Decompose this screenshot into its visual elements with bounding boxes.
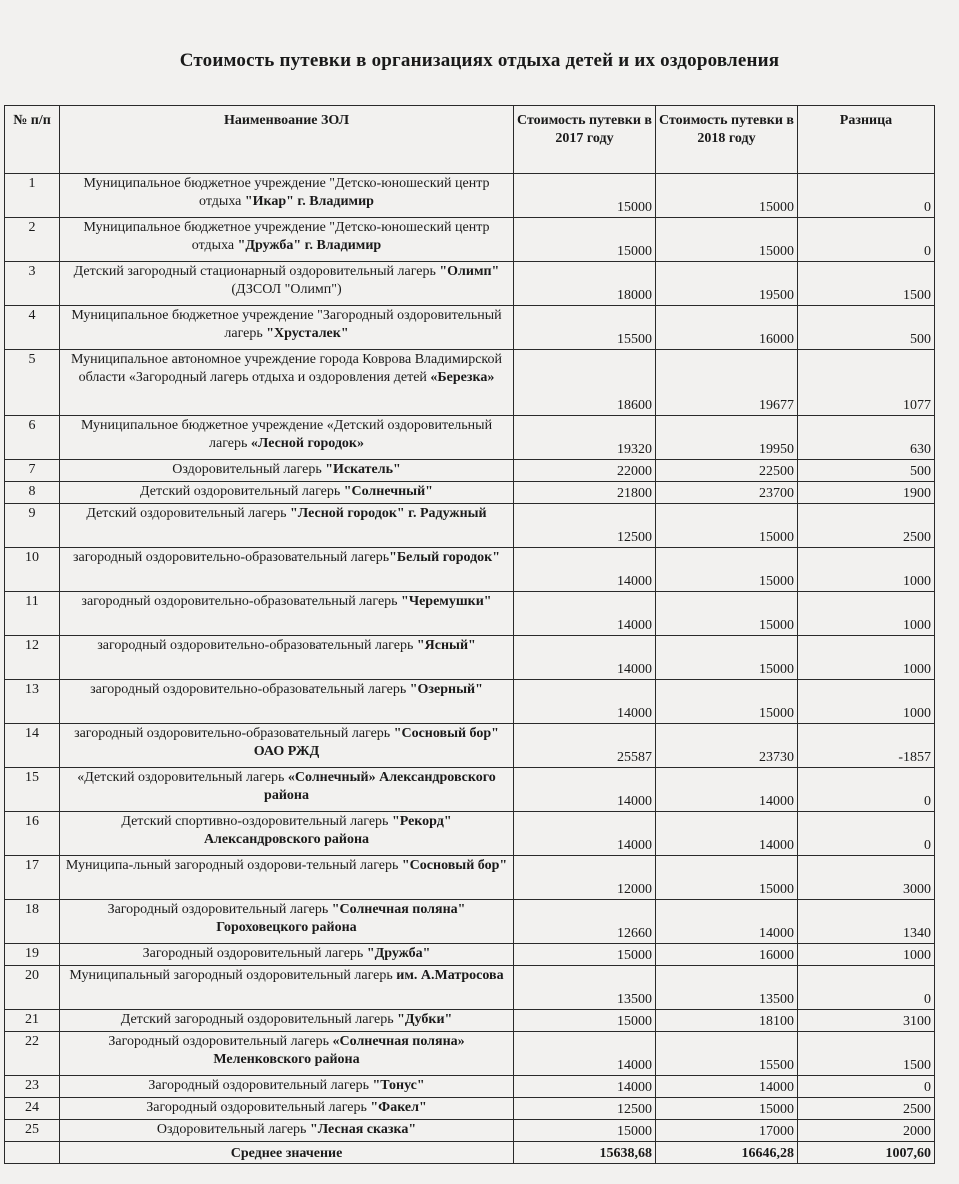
table-row (5, 416, 935, 460)
camp-name (60, 1032, 514, 1076)
table-header-row (5, 106, 935, 174)
difference: 2000 (798, 1120, 935, 1142)
difference: 0 (798, 768, 935, 812)
row-number: 15 (5, 768, 60, 812)
row-number: 16 (5, 812, 60, 856)
cost-2018: 19677 (656, 350, 798, 416)
camp-name-bold: «Солнечная поляна» Меленковского района (213, 1034, 465, 1067)
table-row (5, 944, 935, 966)
cost-2018: 23730 (656, 724, 798, 768)
cost-2017: 19320 (514, 416, 656, 460)
cost-2018: 15500 (656, 1032, 798, 1076)
camp-name (60, 856, 514, 900)
camp-name-text: Детский загородный стационарный оздоровительный лагерь (73, 264, 440, 279)
camp-name-text: Детский спортивно-оздоровительный лагерь (121, 814, 392, 829)
camp-name (60, 482, 514, 504)
row-number: 20 (5, 966, 60, 1010)
camp-name-text: Муниципальное бюджетное учреждение «Детский оздоровительный лагерь (80, 418, 493, 451)
cost-2018: 15000 (656, 856, 798, 900)
row-number: 25 (5, 1120, 60, 1142)
cost-2018: 14000 (656, 812, 798, 856)
camp-name-bold: "Хрусталек" (266, 326, 349, 341)
camp-name-text: Загородный оздоровительный лагерь (146, 1100, 371, 1115)
camp-name-bold: "Олимп" (439, 264, 500, 279)
cost-2017: 15000 (514, 1120, 656, 1142)
row-number: 13 (5, 680, 60, 724)
header-cost-2018: Стоимость путевки в 2018 году (656, 106, 798, 174)
cost-2017: 12500 (514, 504, 656, 548)
camp-name-text: «Детский оздоровительный лагерь (77, 770, 288, 785)
cost-2017: 14000 (514, 636, 656, 680)
camp-name-bold: "Дружба" г. Владимир (237, 238, 382, 253)
row-number: 12 (5, 636, 60, 680)
row-number: 5 (5, 350, 60, 416)
row-number: 3 (5, 262, 60, 306)
table-row (5, 350, 935, 416)
difference: 3000 (798, 856, 935, 900)
camp-name (60, 592, 514, 636)
row-number: 22 (5, 1032, 60, 1076)
cost-2018: 18100 (656, 1010, 798, 1032)
camp-name-text: Детский оздоровительный лагерь (140, 484, 344, 499)
cost-table (4, 105, 935, 1164)
camp-name-text: Загородный оздоровительный лагерь (142, 946, 367, 961)
difference: 0 (798, 1076, 935, 1098)
camp-name-bold: «Солнечный» Александровского района (264, 770, 496, 803)
difference: 1500 (798, 1032, 935, 1076)
table-row (5, 482, 935, 504)
table-row (5, 218, 935, 262)
cost-2017: 13500 (514, 966, 656, 1010)
page-title: Стоимость путевки в организациях отдыха детей и их оздоровления (179, 50, 780, 71)
cost-2017: 14000 (514, 1076, 656, 1098)
camp-name-bold: "Дубки" (397, 1012, 453, 1027)
difference: 1900 (798, 482, 935, 504)
difference: 1000 (798, 548, 935, 592)
cost-2018: 15000 (656, 592, 798, 636)
camp-name-text: Оздоровительный лагерь (172, 462, 326, 477)
camp-name (60, 944, 514, 966)
table-row (5, 966, 935, 1010)
cost-2017: 12000 (514, 856, 656, 900)
camp-name-text: загородный оздоровительно-образовательный лагерь (74, 726, 394, 741)
difference: 500 (798, 460, 935, 482)
camp-name-text: Оздоровительный лагерь (156, 1122, 310, 1137)
row-number: 2 (5, 218, 60, 262)
camp-name-bold: "Рекорд" Александровского района (203, 814, 452, 847)
camp-name (60, 1120, 514, 1142)
table-row (5, 856, 935, 900)
row-number: 8 (5, 482, 60, 504)
camp-name-suffix: (ДЗСОЛ "Олимп") (231, 282, 342, 297)
row-number: 10 (5, 548, 60, 592)
difference: 2500 (798, 504, 935, 548)
table-row (5, 548, 935, 592)
header-cost-2017: Стоимость путевки в 2017 году (514, 106, 656, 174)
cost-2017: 15000 (514, 1010, 656, 1032)
difference: 0 (798, 174, 935, 218)
camp-name-text: Муниципа-льный загородный оздорови-тельный лагерь (65, 858, 402, 873)
camp-name (60, 636, 514, 680)
cost-2017: 15000 (514, 218, 656, 262)
camp-name-text: Муниципальное бюджетное учреждение "Загородный оздоровительный лагерь (71, 308, 502, 341)
difference: 630 (798, 416, 935, 460)
camp-name-text: загородный оздоровительно-образовательный лагерь (97, 638, 417, 653)
cost-2017: 14000 (514, 812, 656, 856)
cost-2017: 14000 (514, 680, 656, 724)
camp-name-bold: «Березка» (430, 370, 495, 385)
table-row (5, 504, 935, 548)
row-number: 21 (5, 1010, 60, 1032)
row-number: 6 (5, 416, 60, 460)
camp-name-text: Муниципальное автономное учреждение города Коврова Владимирской области «Загородный лагерь отдыха и оздоровления детей (71, 352, 502, 385)
camp-name (60, 966, 514, 1010)
cost-2017: 22000 (514, 460, 656, 482)
camp-name (60, 768, 514, 812)
cost-2018: 15000 (656, 218, 798, 262)
row-number: 17 (5, 856, 60, 900)
average-label: Среднее значение (60, 1142, 514, 1164)
camp-name-text: Загородный оздоровительный лагерь (148, 1078, 373, 1093)
camp-name (60, 812, 514, 856)
camp-name-bold: "Лесная сказка" (309, 1122, 417, 1137)
row-number: 9 (5, 504, 60, 548)
camp-name-bold: "Солнечный" (343, 484, 433, 499)
camp-name-bold: "Лесной городок" г. Радужный (290, 506, 487, 521)
camp-name-text: загородный оздоровительно-образовательный лагерь (81, 594, 402, 609)
table-row (5, 1032, 935, 1076)
camp-name (60, 350, 514, 416)
camp-name (60, 174, 514, 218)
cost-2018: 23700 (656, 482, 798, 504)
row-number: 11 (5, 592, 60, 636)
cost-2018: 14000 (656, 1076, 798, 1098)
camp-name (60, 416, 514, 460)
cost-2017: 14000 (514, 1032, 656, 1076)
difference: -1857 (798, 724, 935, 768)
camp-name (60, 680, 514, 724)
camp-name-bold: "Озерный" (409, 682, 483, 697)
cost-2017: 15000 (514, 174, 656, 218)
camp-name (60, 900, 514, 944)
table-row (5, 1098, 935, 1120)
cost-2017: 14000 (514, 768, 656, 812)
cost-2018: 13500 (656, 966, 798, 1010)
camp-name (60, 218, 514, 262)
row-number: 1 (5, 174, 60, 218)
cost-2018: 22500 (656, 460, 798, 482)
row-number: 23 (5, 1076, 60, 1098)
camp-name (60, 548, 514, 592)
camp-name (60, 460, 514, 482)
table-row (5, 1010, 935, 1032)
table-row (5, 1076, 935, 1098)
cost-2018: 15000 (656, 174, 798, 218)
difference: 1000 (798, 944, 935, 966)
cost-2018: 14000 (656, 768, 798, 812)
camp-name-bold: "Белый городок" (389, 550, 501, 565)
cost-2017: 25587 (514, 724, 656, 768)
table-row (5, 900, 935, 944)
table-row (5, 592, 935, 636)
camp-name-bold: «Лесной городок» (250, 436, 364, 451)
cost-2018: 15000 (656, 548, 798, 592)
cost-2018: 15000 (656, 680, 798, 724)
camp-name-bold: "Ясный" (416, 638, 476, 653)
cost-2017: 12660 (514, 900, 656, 944)
table-row (5, 636, 935, 680)
camp-name-bold: "Искатель" (325, 462, 401, 477)
camp-name-bold: "Факел" (370, 1100, 427, 1115)
cost-2018: 19500 (656, 262, 798, 306)
camp-name-bold: "Дружба" (366, 946, 431, 961)
camp-name-text: Детский оздоровительный лагерь (86, 506, 291, 521)
table-row (5, 680, 935, 724)
difference: 0 (798, 218, 935, 262)
difference: 500 (798, 306, 935, 350)
cost-2018: 15000 (656, 504, 798, 548)
row-number: 14 (5, 724, 60, 768)
row-number: 19 (5, 944, 60, 966)
row-number: 4 (5, 306, 60, 350)
header-num: № п/п (5, 106, 60, 174)
cost-2017: 12500 (514, 1098, 656, 1120)
cost-2017: 15500 (514, 306, 656, 350)
camp-name (60, 1098, 514, 1120)
difference: 1000 (798, 680, 935, 724)
cost-2017: 18000 (514, 262, 656, 306)
header-name: Наименвоание ЗОЛ (60, 106, 514, 174)
camp-name-text: Муниципальный загородный оздоровительный лагерь (69, 968, 397, 983)
camp-name-bold: "Сосновый бор" ОАО РЖД (253, 726, 499, 759)
cost-2017: 14000 (514, 592, 656, 636)
average-difference: 1007,60 (798, 1142, 935, 1164)
cost-2018: 16000 (656, 944, 798, 966)
camp-name-text: Загородный оздоровительный лагерь (108, 1034, 333, 1049)
difference: 1000 (798, 636, 935, 680)
difference: 1340 (798, 900, 935, 944)
difference: 2500 (798, 1098, 935, 1120)
cost-2017: 14000 (514, 548, 656, 592)
table-row (5, 1120, 935, 1142)
cost-2017: 18600 (514, 350, 656, 416)
difference: 1000 (798, 592, 935, 636)
camp-name-text: загородный оздоровительно-образовательный лагерь (90, 682, 410, 697)
cost-2018: 17000 (656, 1120, 798, 1142)
difference: 0 (798, 966, 935, 1010)
camp-name-text: Муниципальное бюджетное учреждение "Детско-юношеский центр отдыха (83, 220, 490, 253)
average-cost-2018: 16646,28 (656, 1142, 798, 1164)
average-cost-2017: 15638,68 (514, 1142, 656, 1164)
camp-name (60, 262, 514, 306)
row-number: 24 (5, 1098, 60, 1120)
difference: 0 (798, 812, 935, 856)
camp-name (60, 724, 514, 768)
row-number: 7 (5, 460, 60, 482)
table-row (5, 306, 935, 350)
row-number: 18 (5, 900, 60, 944)
table-row (5, 174, 935, 218)
difference: 1500 (798, 262, 935, 306)
cost-2018: 15000 (656, 636, 798, 680)
table-row (5, 460, 935, 482)
cost-2018: 14000 (656, 900, 798, 944)
table-row (5, 768, 935, 812)
difference: 1077 (798, 350, 935, 416)
camp-name-bold: "Сосновый бор" (401, 858, 508, 873)
table-row (5, 812, 935, 856)
header-diff: Разница (798, 106, 935, 174)
camp-name (60, 1076, 514, 1098)
camp-name-text: Загородный оздоровительный лагерь (107, 902, 332, 917)
camp-name-bold: "Икар" г. Владимир (244, 194, 374, 209)
camp-name-text: Муниципальное бюджетное учреждение "Детско-юношеский центр отдыха (83, 176, 490, 209)
cost-2018: 15000 (656, 1098, 798, 1120)
table-row (5, 724, 935, 768)
cost-2018: 16000 (656, 306, 798, 350)
cost-2017: 21800 (514, 482, 656, 504)
camp-name (60, 504, 514, 548)
average-row (5, 1142, 935, 1164)
camp-name-bold: им. А.Матросова (396, 968, 504, 983)
camp-name-text: Детский загородный оздоровительный лагерь (120, 1012, 398, 1027)
cost-2017: 15000 (514, 944, 656, 966)
average-empty (5, 1142, 60, 1164)
camp-name-bold: "Солнечная поляна" Гороховецкого района (216, 902, 466, 935)
cost-2018: 19950 (656, 416, 798, 460)
camp-name-text: загородный оздоровительно-образовательный лагерь (72, 550, 390, 565)
camp-name (60, 1010, 514, 1032)
table-row (5, 262, 935, 306)
difference: 3100 (798, 1010, 935, 1032)
camp-name-bold: "Черемушки" (401, 594, 492, 609)
camp-name (60, 306, 514, 350)
camp-name-bold: "Тонус" (372, 1078, 425, 1093)
